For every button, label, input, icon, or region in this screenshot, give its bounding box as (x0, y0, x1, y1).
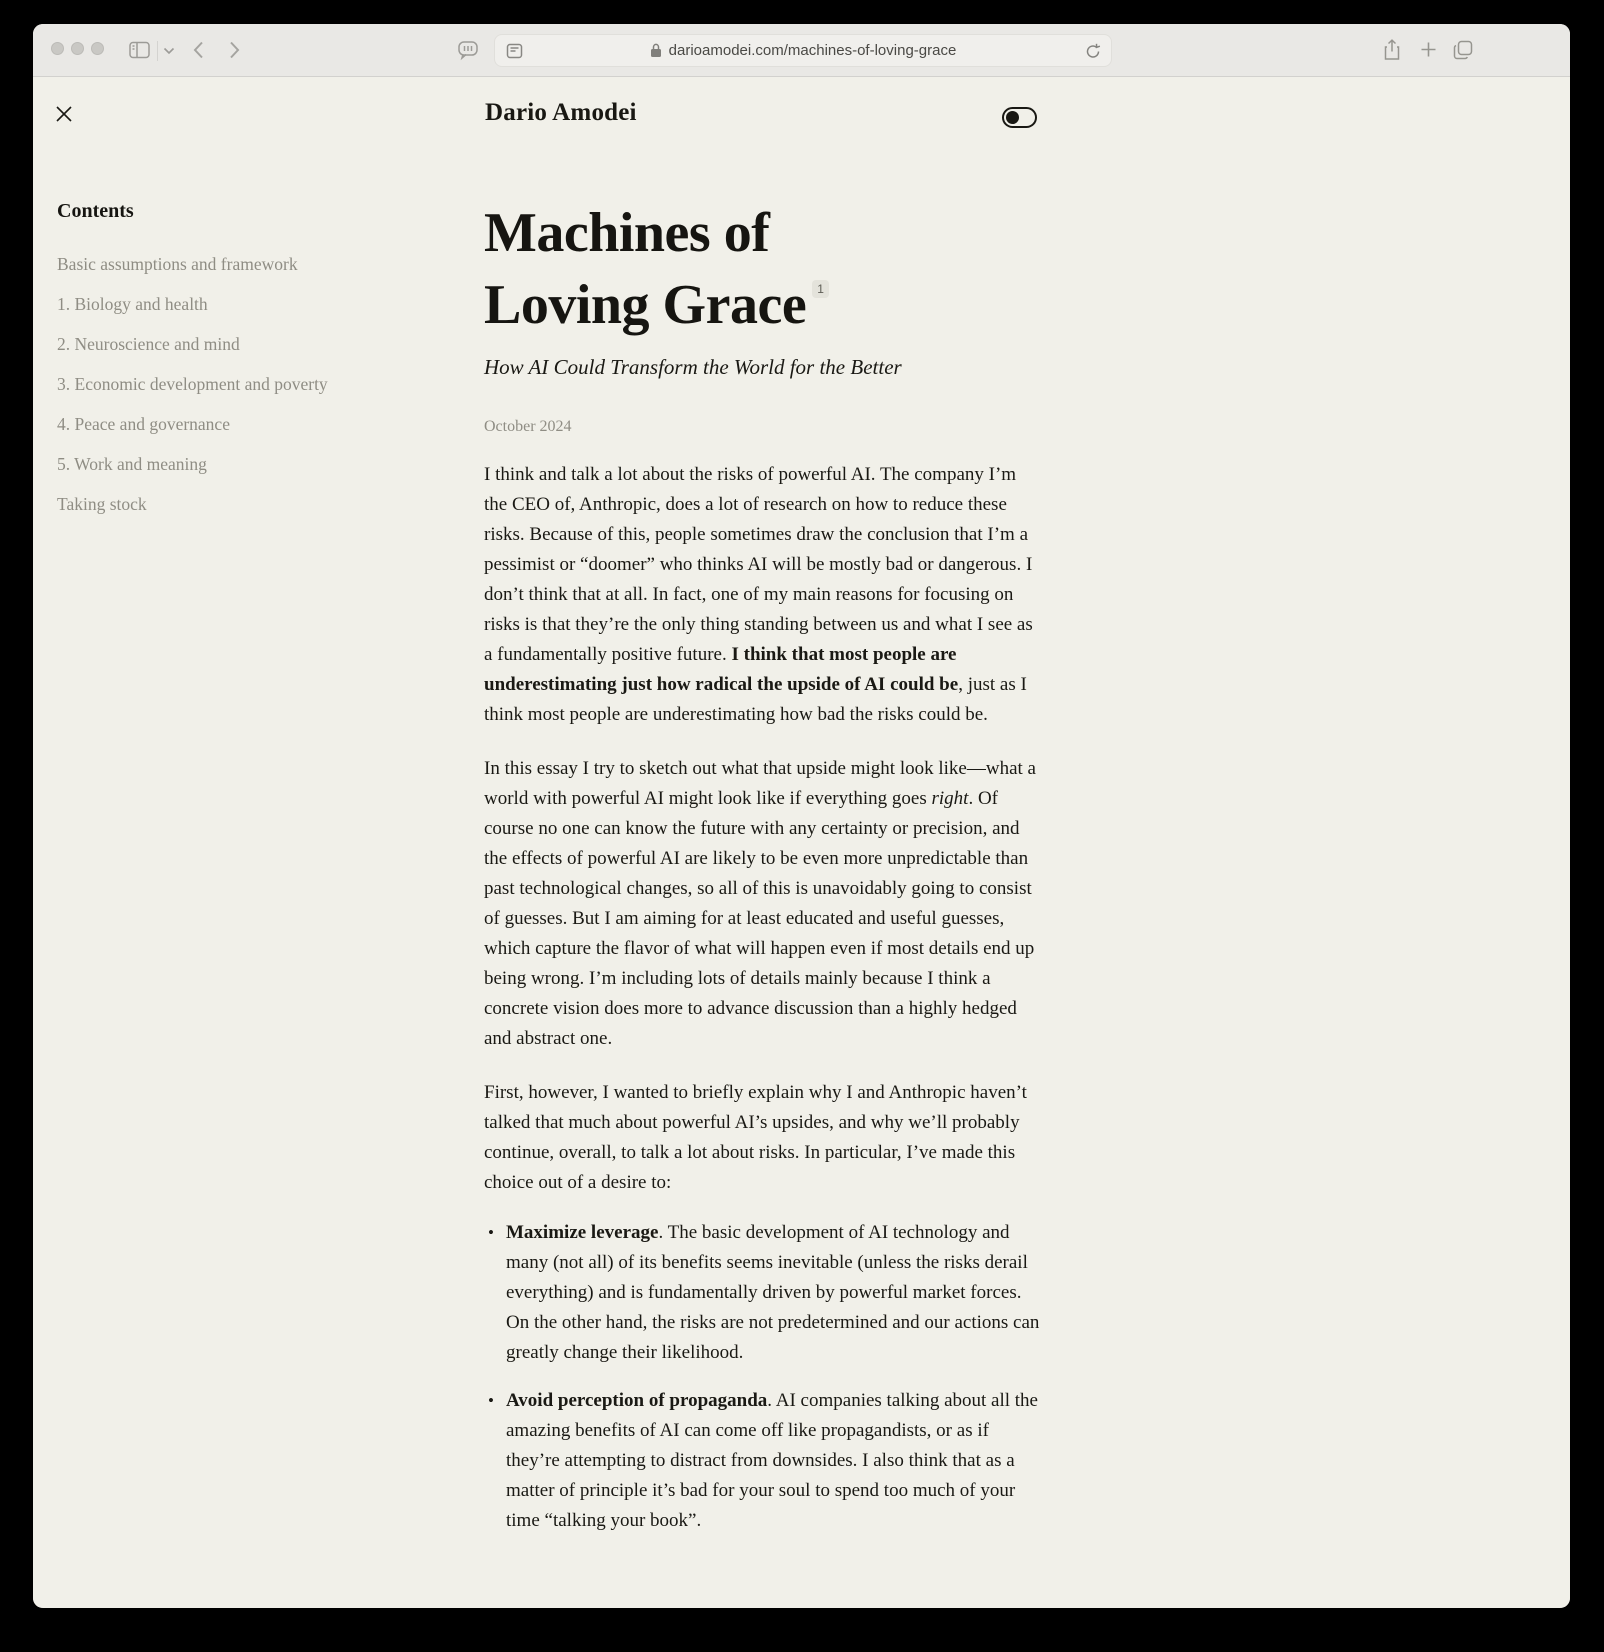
toc-item-economic-development[interactable]: 3. Economic development and poverty (57, 374, 328, 394)
paragraph: I think and talk a lot about the risks of powerful AI. The company I’m the CEO of, Anthropic, does a lot of research on how to reduce these risks. Because of this, people sometimes draw the conclusion that I’m a pessimist or “doomer” who thinks AI will be mostly bad or dangerous. I don’t think that at all. In fact, one of my main reasons for focusing on risks is that they’re the only thing standing between us and what I see as a fundamentally positive future. I think that most people are underestimating just how radical the upside of AI could be, just as I think most people are underestimating how bad the risks could be. (484, 464, 1033, 725)
paragraph: First, however, I wanted to briefly explain why I and Anthropic haven’t talked that much about powerful AI’s upsides, and why we’ll probably continue, overall, to talk a lot about risks. In particular, I’ve made this choice out of a desire to: (484, 1082, 1027, 1193)
back-icon[interactable] (193, 41, 204, 59)
window-close-button[interactable] (51, 42, 64, 55)
window-zoom-button[interactable] (91, 42, 104, 55)
new-tab-icon[interactable] (1420, 41, 1437, 58)
toc-item-neuroscience-mind[interactable]: 2. Neuroscience and mind (57, 334, 240, 354)
toc-item-work-meaning[interactable]: 5. Work and meaning (57, 454, 207, 474)
toc-heading: Contents (57, 200, 134, 222)
lock-icon (650, 43, 662, 58)
tab-overview-icon[interactable] (1453, 40, 1473, 60)
footnote-marker[interactable]: 1 (812, 280, 829, 298)
toc-item-basic-assumptions[interactable]: Basic assumptions and framework (57, 254, 298, 274)
site-title[interactable]: Dario Amodei (485, 99, 637, 126)
browser-window (33, 24, 1570, 1608)
forward-icon[interactable] (229, 41, 240, 59)
toc-item-peace-governance[interactable]: 4. Peace and governance (57, 414, 230, 434)
list-item: • Maximize leverage. The basic development of AI technology and many (not all) of its benefits seems inevitable (unless the risks derail everything) and is fundamentally driven by powerful market forces. On the other hand, the risks are not predetermined and our actions can greatly change their likelihood. (484, 1218, 1042, 1368)
reader-icon[interactable] (506, 43, 523, 59)
paragraph: In this essay I try to sketch out what that upside might look like—what a world with powerful AI might look like if everything goes right. Of course no one can know the future with any certainty or precision, and the effects of powerful AI are likely to be even more unpredictable than past technological changes, so all of this is unavoidably going to consist of guesses. But I am aiming for at least educated and useful guesses, which capture the flavor of what will happen even if most details end up being wrong. I’m including lots of details mainly because I think a concrete vision does more to advance discussion than a highly hedged and abstract one. (484, 758, 1036, 1049)
theme-toggle[interactable] (1002, 107, 1037, 128)
list-item: • Avoid perception of propaganda. AI companies talking about all the amazing benefits of AI can come off like propagandists, or as if they’re attempting to distract from downsides. I also think that as a matter of principle it’s bad for your soul to spend too much of your time “talking your book”. (484, 1386, 1042, 1536)
window-minimize-button[interactable] (71, 42, 84, 55)
toolbar-divider (157, 41, 158, 61)
toc-item-taking-stock[interactable]: Taking stock (57, 494, 147, 514)
bullet-list (484, 1218, 1042, 1536)
close-icon[interactable] (55, 105, 75, 125)
article-subtitle: How AI Could Transform the World for the Better (484, 355, 902, 379)
table-of-contents (57, 200, 437, 535)
share-icon[interactable] (1383, 39, 1401, 61)
article (484, 197, 1042, 1554)
theme-toggle-knob (1006, 111, 1019, 124)
page-content (33, 77, 1570, 1607)
sidebar-toggle-icon[interactable] (129, 41, 150, 59)
article-date: October 2024 (484, 418, 572, 435)
chevron-down-icon[interactable] (163, 47, 175, 55)
url-text: darioamodei.com/machines-of-loving-grace (668, 42, 957, 59)
address-bar[interactable] (494, 34, 1112, 67)
reload-icon[interactable] (1085, 43, 1101, 60)
article-title: Machines of Loving Grace 1 (484, 197, 1042, 341)
toc-item-biology-health[interactable]: 1. Biology and health (57, 294, 208, 314)
speech-bubble-icon[interactable] (457, 39, 479, 61)
browser-toolbar (33, 24, 1570, 77)
